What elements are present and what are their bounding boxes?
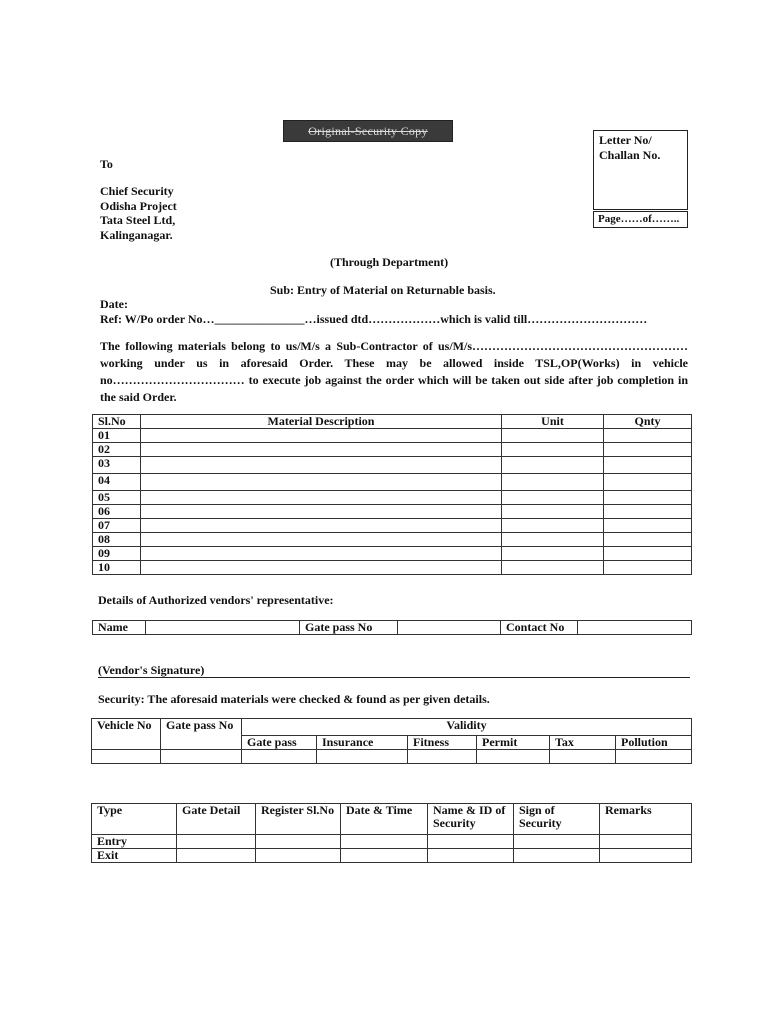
validity-tax: Tax [550,736,616,750]
row-slno: 08 [93,533,141,547]
material-table [92,414,692,575]
table-row [92,849,692,863]
address-line: Tata Steel Ltd, [100,213,176,227]
page-of-box: Page……of…….. [593,211,688,228]
header-type: Type [92,804,177,835]
challan-no-label: Challan No. [599,148,661,162]
materials-paragraph: The following materials belong to us/M/s a Sub-Contractor of us/M/s………………………………………………working under us in aforesaid Order. These may be allowed inside TSL,OP(Works) in vehicle no…………………………… to execute job against the order which will be taken out side after job completion in the said Order. [100,339,688,404]
signature-divider [98,677,690,678]
validity-gate-pass: Gate pass [242,736,317,750]
validity-permit: Permit [477,736,550,750]
to-label: To [100,157,113,171]
vendor-signature-label: (Vendor's Signature) [98,663,205,677]
validity-insurance: Insurance [317,736,408,750]
vendor-details-heading: Details of Authorized vendors' representative: [98,593,334,607]
entry-exit-table [91,803,692,863]
header-unit: Unit [502,415,604,429]
security-check-line: Security: The aforesaid materials were checked & found as per given details. [98,692,490,706]
table-row [92,750,692,764]
header-date-time: Date & Time [341,804,428,835]
table-row [93,474,692,491]
table-row [93,429,692,443]
header-slno: Sl.No [93,415,141,429]
row-slno: 05 [93,491,141,505]
vehicle-validity-table [91,718,692,764]
table-row [93,457,692,474]
header-remarks: Remarks [600,804,692,835]
header-qnty: Qnty [604,415,692,429]
address-line: Odisha Project [100,198,177,213]
name-label: Name [93,621,146,635]
letter-no-label: Letter No/ [599,133,652,147]
through-department: (Through Department) [330,255,449,269]
original-security-copy-stamp: Original-Security Copy [283,120,453,142]
row-slno: 01 [93,429,141,443]
table-row [93,547,692,561]
table-row [93,519,692,533]
table-row [92,835,692,849]
table-row [93,505,692,519]
letter-challan-box [593,130,688,210]
header-sign-of-security: Sign of Security [514,804,600,835]
header-register-slno: Register Sl.No [256,804,341,835]
validity-pollution: Pollution [616,736,692,750]
address-line: Kalinganagar. [100,227,173,242]
gate-pass-no-label: Gate pass No [300,621,398,635]
address-block [100,184,177,242]
validity-header: Validity [242,719,692,736]
table-row [93,443,692,457]
header-gate-detail: Gate Detail [177,804,256,835]
vendor-table [92,620,692,635]
validity-fitness: Fitness [408,736,477,750]
gate-pass-no-label: Gate pass No [161,719,242,750]
header-material-description: Material Description [141,415,502,429]
row-slno: 10 [93,561,141,575]
vehicle-no-label: Vehicle No [92,719,161,750]
contact-no-label: Contact No [501,621,578,635]
reference-line: Ref: W/Po order No…_______________…issued dtd………………which is valid till………………………… [100,312,648,326]
row-slno: 09 [93,547,141,561]
row-slno: 02 [93,443,141,457]
table-row [93,533,692,547]
date-label: Date: [100,297,128,311]
address-line: Chief Security [100,184,174,198]
table-row [93,561,692,575]
row-slno: 04 [93,474,141,491]
row-type-entry: Entry [92,835,177,849]
header-name-id-security: Name & ID of Security [428,804,514,835]
row-slno: 03 [93,457,141,474]
row-type-exit: Exit [92,849,177,863]
table-row [93,491,692,505]
subject-line: Sub: Entry of Material on Returnable basis. [270,283,496,297]
row-slno: 06 [93,505,141,519]
row-slno: 07 [93,519,141,533]
